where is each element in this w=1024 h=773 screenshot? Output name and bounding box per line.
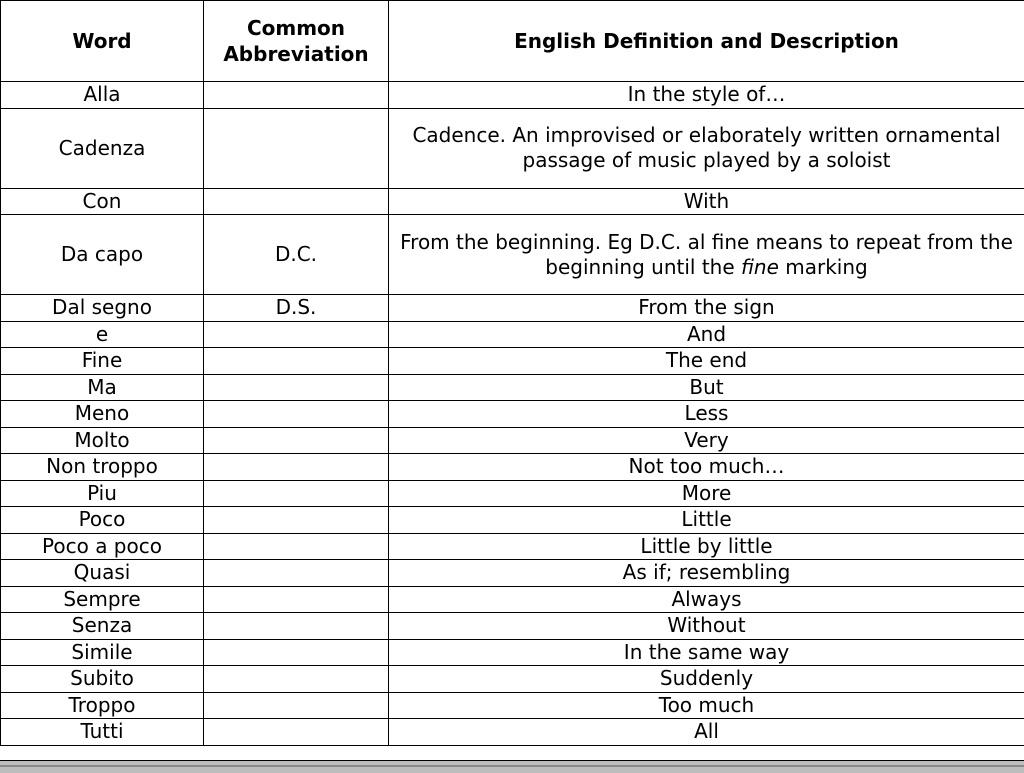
abbreviation-cell <box>204 374 389 401</box>
word-cell: Tutti <box>1 719 204 746</box>
abbreviation-cell <box>204 586 389 613</box>
table-row <box>1 639 1024 666</box>
word-cell: Cadenza <box>1 108 204 188</box>
table-row <box>1 666 1024 693</box>
table-row <box>1 719 1024 746</box>
word-cell: Piu <box>1 480 204 507</box>
definition-cell: In the style of… <box>389 82 1024 109</box>
table-row <box>1 374 1024 401</box>
table-row <box>1 215 1024 295</box>
definition-cell: Not too much… <box>389 454 1024 481</box>
word-cell: Con <box>1 188 204 215</box>
header-word: Word <box>1 1 204 82</box>
word-cell: Poco <box>1 507 204 534</box>
table-row <box>1 480 1024 507</box>
table-row <box>1 82 1024 109</box>
definition-cell: Less <box>389 401 1024 428</box>
table-row <box>1 613 1024 640</box>
table-row <box>1 295 1024 322</box>
word-cell: Non troppo <box>1 454 204 481</box>
abbreviation-cell <box>204 108 389 188</box>
definition-cell: From the sign <box>389 295 1024 322</box>
word-cell: e <box>1 321 204 348</box>
word-cell: Ma <box>1 374 204 401</box>
word-cell: Simile <box>1 639 204 666</box>
abbreviation-cell <box>204 82 389 109</box>
abbreviation-cell: D.C. <box>204 215 389 295</box>
word-cell: Subito <box>1 666 204 693</box>
table-row <box>1 427 1024 454</box>
abbreviation-cell <box>204 533 389 560</box>
abbreviation-cell <box>204 348 389 375</box>
header-row <box>1 1 1024 82</box>
word-cell: Troppo <box>1 692 204 719</box>
word-cell: Quasi <box>1 560 204 587</box>
definition-cell: Suddenly <box>389 666 1024 693</box>
table-row <box>1 560 1024 587</box>
abbreviation-cell <box>204 480 389 507</box>
abbreviation-cell <box>204 613 389 640</box>
glossary-body <box>1 82 1024 746</box>
definition-cell: Cadence. An improvised or elaborately written ornamental passage of music played by a soloist <box>389 108 1024 188</box>
cropped-row-remnant <box>0 765 1024 767</box>
word-cell: Molto <box>1 427 204 454</box>
word-cell: Poco a poco <box>1 533 204 560</box>
abbreviation-cell <box>204 560 389 587</box>
definition-cell: In the same way <box>389 639 1024 666</box>
word-cell: Dal segno <box>1 295 204 322</box>
abbreviation-cell <box>204 639 389 666</box>
definition-text: marking <box>779 255 868 279</box>
definition-text: From the beginning. Eg D.C. al fine means to repeat from the beginning until the <box>400 230 1013 279</box>
table-row <box>1 692 1024 719</box>
table-row <box>1 454 1024 481</box>
abbreviation-cell <box>204 454 389 481</box>
table-row <box>1 533 1024 560</box>
definition-cell: More <box>389 480 1024 507</box>
word-cell: Senza <box>1 613 204 640</box>
definition-emphasis: fine <box>741 255 779 279</box>
abbreviation-cell <box>204 692 389 719</box>
table-row <box>1 188 1024 215</box>
abbreviation-cell <box>204 666 389 693</box>
table-row <box>1 348 1024 375</box>
definition-cell: Little <box>389 507 1024 534</box>
definition-cell: And <box>389 321 1024 348</box>
definition-cell: Very <box>389 427 1024 454</box>
header-abbreviation: Common Abbreviation <box>204 1 389 82</box>
word-cell: Sempre <box>1 586 204 613</box>
definition-cell: Always <box>389 586 1024 613</box>
abbreviation-cell <box>204 719 389 746</box>
table-row <box>1 507 1024 534</box>
word-cell: Da capo <box>1 215 204 295</box>
abbreviation-cell <box>204 401 389 428</box>
abbreviation-cell <box>204 321 389 348</box>
abbreviation-cell <box>204 507 389 534</box>
definition-cell: All <box>389 719 1024 746</box>
definition-cell <box>389 215 1024 295</box>
cropped-bottom-edge <box>0 760 1024 773</box>
definition-cell: But <box>389 374 1024 401</box>
word-cell: Alla <box>1 82 204 109</box>
table-row <box>1 401 1024 428</box>
definition-cell: As if; resembling <box>389 560 1024 587</box>
abbreviation-cell: D.S. <box>204 295 389 322</box>
definition-cell: The end <box>389 348 1024 375</box>
table-row <box>1 321 1024 348</box>
abbreviation-cell <box>204 427 389 454</box>
definition-cell: Without <box>389 613 1024 640</box>
table-row <box>1 586 1024 613</box>
abbreviation-cell <box>204 188 389 215</box>
header-definition: English Definition and Description <box>389 1 1024 82</box>
definition-cell: Little by little <box>389 533 1024 560</box>
word-cell: Meno <box>1 401 204 428</box>
table-row <box>1 108 1024 188</box>
definition-cell: Too much <box>389 692 1024 719</box>
definition-cell: With <box>389 188 1024 215</box>
word-cell: Fine <box>1 348 204 375</box>
